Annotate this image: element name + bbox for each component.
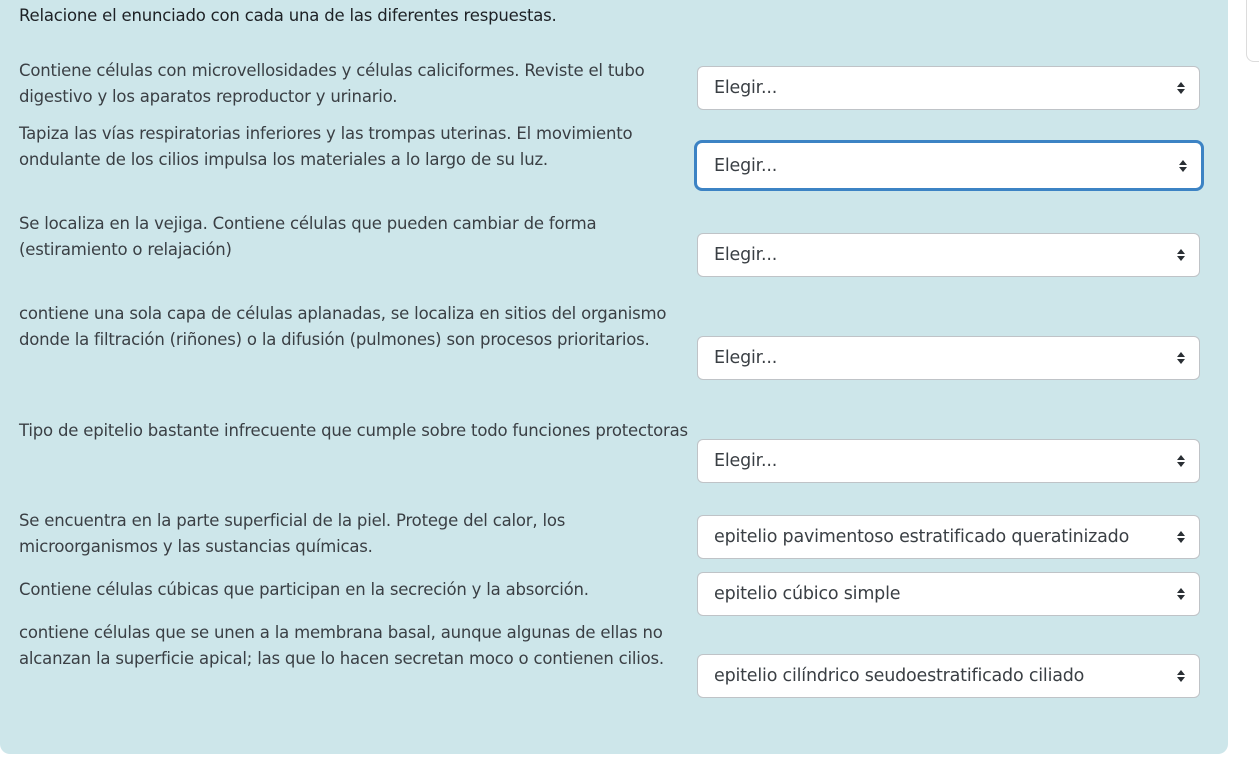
select-value: Elegir...	[714, 155, 778, 176]
select-arrows-icon	[1179, 160, 1187, 172]
match-prompt-4: contiene una sola capa de células aplanadas, se localiza en sitios del organismo donde la filtración (riñones) o la difusión (pulmones) son procesos prioritarios.	[19, 304, 667, 349]
match-prompt-3: Se localiza en la vejiga. Contiene células que pueden cambiar de forma (estiramiento o relajación)	[19, 214, 597, 259]
select-arrows-icon	[1177, 455, 1185, 467]
select-value: epitelio cúbico simple	[714, 584, 901, 604]
match-select-4[interactable]	[697, 336, 1200, 380]
select-arrows-icon	[1177, 249, 1185, 261]
select-value: Elegir...	[714, 451, 778, 471]
select-arrows-icon	[1177, 670, 1185, 682]
match-select-2[interactable]	[694, 140, 1204, 191]
match-prompt-2: Tapiza las vías respiratorias inferiores y las trompas uterinas. El movimiento ondulante de los cilios impulsa los materiales a lo largo de su luz.	[19, 124, 633, 169]
match-select-1[interactable]	[697, 66, 1200, 110]
side-panel-edge	[1246, 0, 1259, 62]
match-select-6[interactable]	[697, 515, 1200, 559]
select-arrows-icon	[1177, 352, 1185, 364]
question-instructions: Relacione el enunciado con cada una de las diferentes respuestas.	[19, 6, 557, 25]
select-value: Elegir...	[714, 78, 778, 98]
match-prompt-6: Se encuentra en la parte superficial de la piel. Protege del calor, los microorganismos y las sustancias químicas.	[19, 511, 566, 556]
select-value: Elegir...	[714, 348, 778, 368]
select-value: epitelio cilíndrico seudoestratificado ciliado	[714, 666, 1085, 686]
match-select-8[interactable]	[697, 654, 1200, 698]
select-arrows-icon	[1177, 531, 1185, 543]
match-prompt-8: contiene células que se unen a la membrana basal, aunque algunas de ellas no alcanzan la superficie apical; las que lo hacen secretan moco o contienen cilios.	[19, 623, 664, 668]
select-arrows-icon	[1177, 82, 1185, 94]
match-select-7[interactable]	[697, 572, 1200, 616]
match-select-5[interactable]	[697, 439, 1200, 483]
match-prompt-5: Tipo de epitelio bastante infrecuente que cumple sobre todo funciones protectoras	[19, 421, 688, 440]
match-prompt-1: Contiene células con microvellosidades y células caliciformes. Reviste el tubo digestivo y los aparatos reproductor y urinario.	[19, 61, 645, 106]
select-arrows-icon	[1177, 588, 1185, 600]
match-prompt-7: Contiene células cúbicas que participan en la secreción y la absorción.	[19, 580, 589, 599]
select-value: Elegir...	[714, 245, 778, 265]
select-value: epitelio pavimentoso estratificado queratinizado	[714, 527, 1130, 547]
match-select-3[interactable]	[697, 233, 1200, 277]
